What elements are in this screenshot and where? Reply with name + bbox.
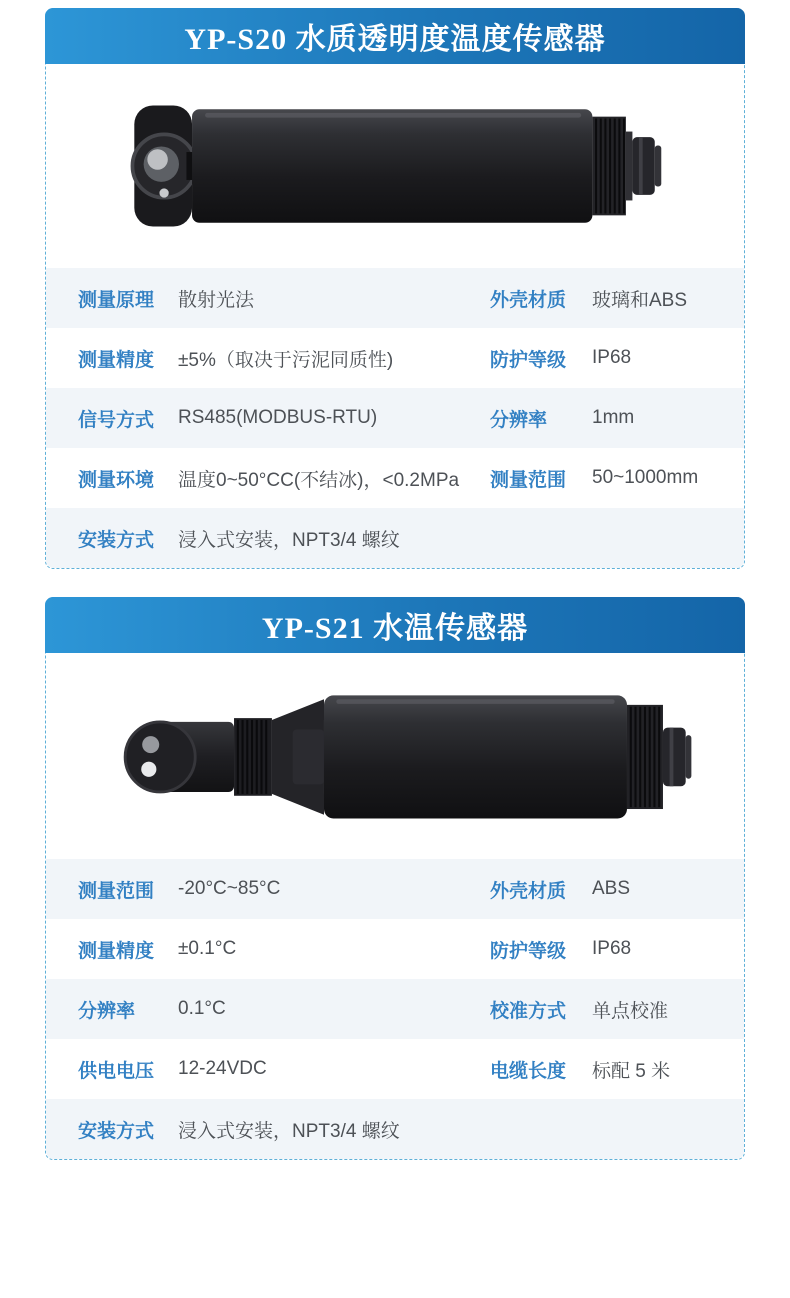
spec-label: 测量精度 [78, 940, 155, 962]
spec-label: 外壳材质 [490, 289, 567, 311]
spec-value: 浸入式安装，NPT3/4 螺纹 [178, 529, 400, 551]
spec-value: 单点校准 [592, 1000, 669, 1022]
spec-row [46, 919, 744, 979]
spec-value: 玻璃和ABS [592, 289, 688, 311]
spec-value: 0.1°C [178, 998, 226, 1019]
spec-value: 12-24VDC [178, 1058, 267, 1079]
spec-row [46, 1099, 744, 1159]
spec-row [46, 268, 744, 328]
spec-row [46, 859, 744, 919]
card-title: YP-S20 水质透明度温度传感器 [184, 23, 606, 56]
spec-row [46, 508, 744, 568]
spec-label: 测量原理 [78, 289, 155, 311]
spec-row [46, 448, 744, 508]
spec-label: 分辨率 [490, 409, 548, 431]
card-title: YP-S21 水温传感器 [261, 612, 529, 645]
yp-s20-sensor-photo [125, 96, 665, 236]
spec-value: 1mm [592, 407, 635, 428]
spec-value: ±0.1°C [178, 938, 237, 959]
spec-value: RS485(MODBUS-RTU) [178, 407, 378, 428]
spec-row [46, 328, 744, 388]
spec-label: 安装方式 [78, 529, 155, 551]
spec-value: -20°C~85°C [178, 878, 281, 899]
spec-label: 安装方式 [78, 1120, 155, 1142]
spec-table [46, 859, 744, 1159]
spec-label: 信号方式 [78, 409, 155, 431]
card-header [45, 8, 745, 64]
yp-s21-sensor-photo [92, 680, 698, 832]
spec-value: IP68 [592, 938, 632, 959]
spec-value: ABS [592, 878, 631, 899]
product-card-yp-s21 [45, 597, 745, 1160]
spec-row [46, 979, 744, 1039]
spec-value: ±5%（取决于污泥同质性) [178, 349, 394, 371]
spec-label: 校准方式 [490, 1000, 567, 1022]
spec-label: 分辨率 [78, 1000, 136, 1022]
spec-label: 防护等级 [490, 940, 567, 962]
spec-label: 外壳材质 [490, 880, 567, 902]
spec-value: 浸入式安装，NPT3/4 螺纹 [178, 1120, 400, 1142]
spec-table [46, 268, 744, 568]
card-header [45, 597, 745, 653]
spec-value: 散射光法 [178, 289, 255, 311]
spec-label: 测量范围 [78, 880, 155, 902]
spec-label: 测量精度 [78, 349, 155, 371]
product-image-area [46, 653, 744, 859]
spec-value: 温度0~50°CC(不结冰)，<0.2MPa [178, 469, 460, 491]
spec-row [46, 1039, 744, 1099]
spec-row [46, 388, 744, 448]
product-image-area [46, 64, 744, 268]
spec-label: 测量环境 [78, 469, 155, 491]
spec-value: 50~1000mm [592, 467, 699, 488]
spec-label: 电缆长度 [490, 1060, 567, 1082]
spec-value: IP68 [592, 347, 632, 368]
spec-label: 供电电压 [78, 1060, 155, 1082]
spec-label: 测量范围 [490, 469, 567, 491]
spec-label: 防护等级 [490, 349, 567, 371]
spec-value: 标配 5 米 [592, 1060, 671, 1082]
product-card-yp-s20 [45, 8, 745, 569]
